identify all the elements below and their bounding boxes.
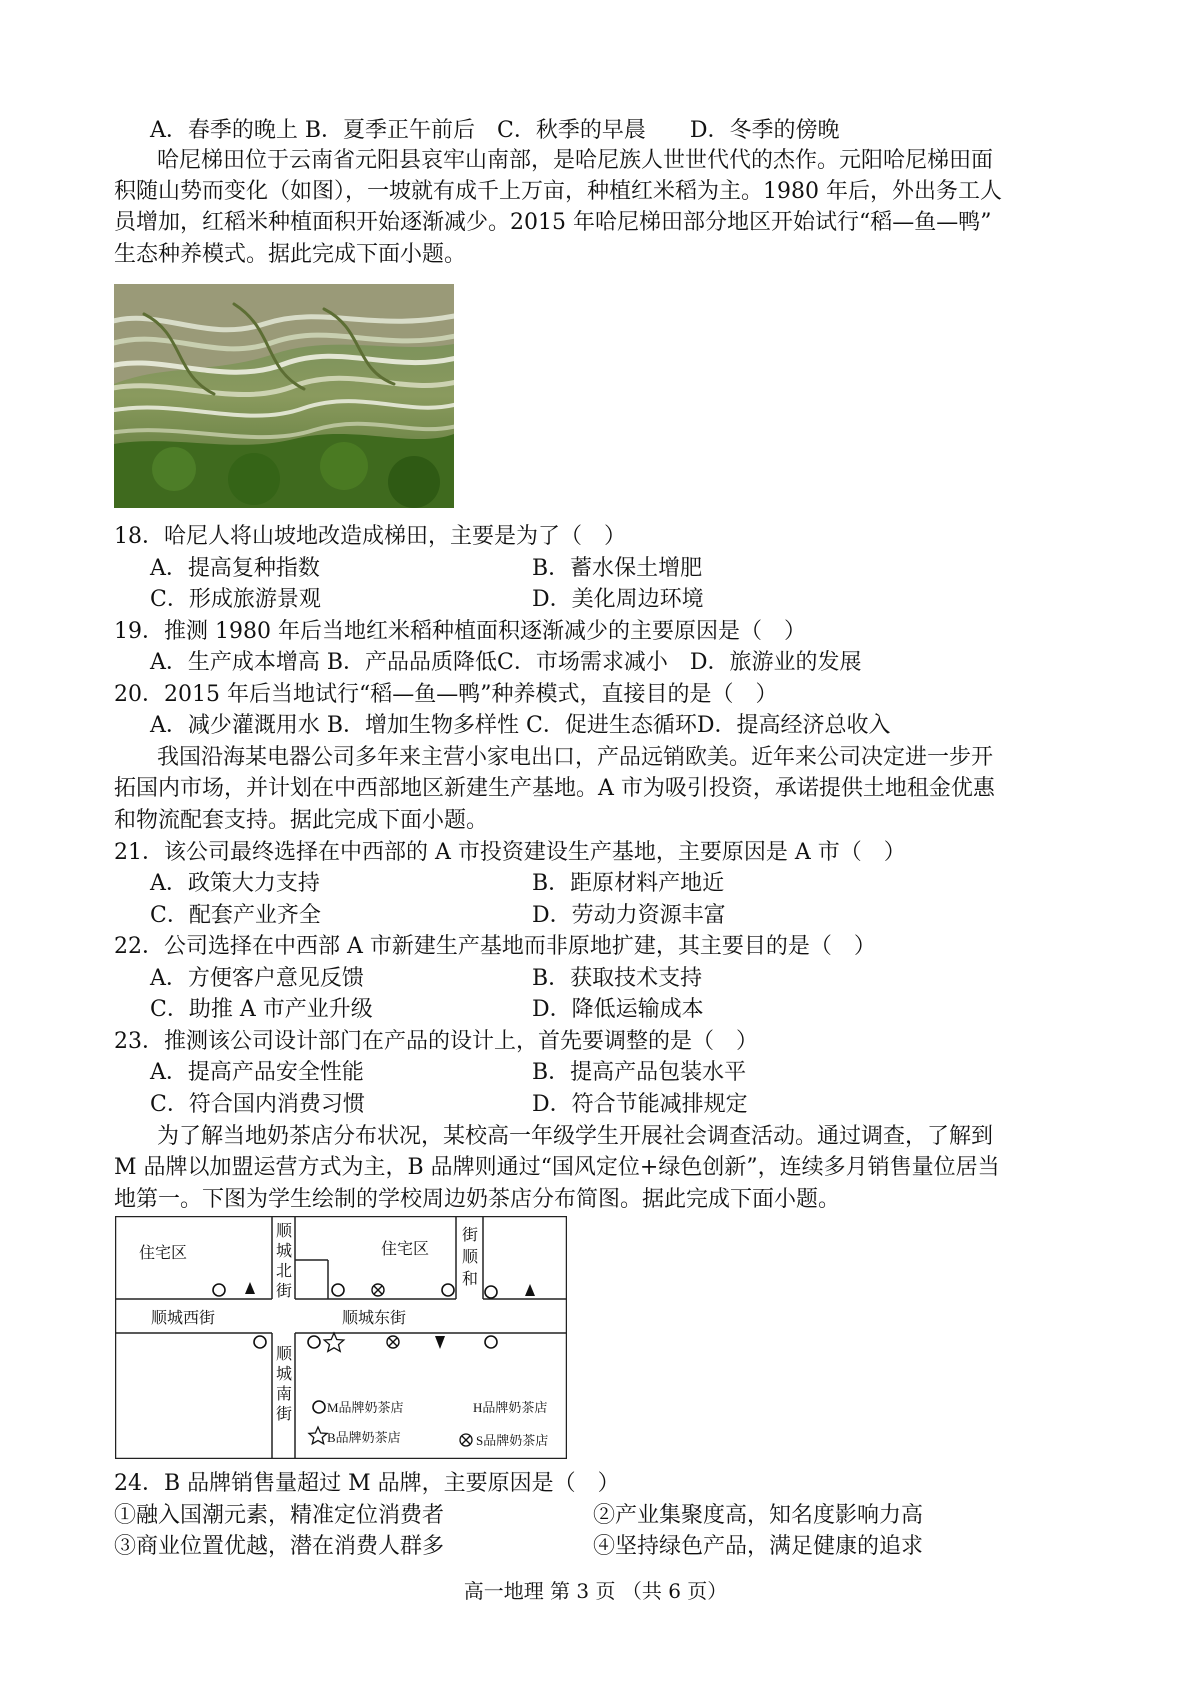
q21-option-a: A．政策大力支持 xyxy=(150,871,320,896)
q18-option-a: A．提高复种指数 xyxy=(150,556,320,581)
q21-stem: 21．该公司最终选择在中西部的 A 市投资建设生产基地，主要原因是 A 市（ ） xyxy=(114,840,906,865)
q19-options: A．生产成本增高 B．产品品质降低C．市场需求减小 D．旅游业的发展 xyxy=(150,650,862,675)
q22-option-a: A．方便客户意见反馈 xyxy=(150,966,364,991)
q23-stem: 23．推测该公司设计部门在产品的设计上，首先要调整的是（ ） xyxy=(114,1029,758,1054)
east-street-label: 顺城东街 xyxy=(342,1310,407,1327)
terrace-photo xyxy=(114,284,454,508)
q24-stem: 24．B 品牌销售量超过 M 品牌，主要原因是（ ） xyxy=(114,1471,620,1496)
q18-option-d: D．美化周边环境 xyxy=(532,587,704,612)
q23-option-a: A．提高产品安全性能 xyxy=(150,1060,364,1085)
svg-text:城: 城 xyxy=(275,1366,293,1383)
passage2-line: 和物流配套支持。据此完成下面小题。 xyxy=(114,808,489,833)
passage1-line: 哈尼梯田位于云南省元阳县哀牢山南部，是哈尼族人世世代代的杰作。元阳哈尼梯田面 xyxy=(157,148,994,173)
passage1-line: 积随山势而变化（如图），一坡就有成千上万亩，种植红米稻为主。1980 年后，外出务工人 xyxy=(114,179,1002,204)
passage3-line: 地第一。下图为学生绘制的学校周边奶茶店分布简图。据此完成下面小题。 xyxy=(114,1187,841,1212)
q24-option-3: ③商业位置优越，潜在消费人群多 xyxy=(114,1534,445,1559)
passage3-line: M 品牌以加盟运营方式为主，B 品牌则通过“国风定位+绿色创新”，连续多月销售量位居当 xyxy=(114,1155,1000,1180)
west-street-label: 顺城西街 xyxy=(151,1310,216,1327)
q20-stem: 20．2015 年后当地试行“稻—鱼—鸭”种养模式，直接目的是（ ） xyxy=(114,682,778,707)
page-footer: 高一地理 第 3 页 （共 6 页） xyxy=(463,1579,728,1603)
legend-m-label: M品牌奶茶店 xyxy=(327,1400,404,1415)
passage1-line: 生态种养模式。据此完成下面小题。 xyxy=(114,242,467,267)
svg-text:城: 城 xyxy=(275,1243,293,1260)
svg-text:顺: 顺 xyxy=(275,1346,293,1363)
q22-option-b: B．获取技术支持 xyxy=(532,966,703,991)
legend-b-label: B品牌奶茶店 xyxy=(327,1430,401,1445)
q21-option-c: C．配套产业齐全 xyxy=(150,903,321,928)
passage3-line: 为了解当地奶茶店分布状况，某校高一年级学生开展社会调查活动。通过调查，了解到 xyxy=(157,1124,994,1149)
legend-h-label: H品牌奶茶店 xyxy=(473,1400,548,1415)
passage1-line: 员增加，红稻米种植面积开始逐渐减少。2015 年哈尼梯田部分地区开始试行“稻—鱼—鸭” xyxy=(114,210,992,235)
q24-option-1: ①融入国潮元素，精准定位消费者 xyxy=(114,1503,445,1528)
q18-option-c: C．形成旅游景观 xyxy=(150,587,321,612)
q23-option-c: C．符合国内消费习惯 xyxy=(150,1092,365,1117)
q24-option-2: ②产业集聚度高，知名度影响力高 xyxy=(593,1503,924,1528)
hehe-street-label xyxy=(462,1226,479,1288)
residential-right-label: 住宅区 xyxy=(381,1241,430,1258)
q21-option-b: B．距原材料产地近 xyxy=(532,871,725,896)
svg-text:顺: 顺 xyxy=(275,1223,293,1240)
svg-text:顺: 顺 xyxy=(461,1249,479,1266)
svg-text:和: 和 xyxy=(461,1271,479,1288)
svg-text:北: 北 xyxy=(275,1263,293,1280)
q24-option-4: ④坚持绿色产品，满足健康的追求 xyxy=(593,1534,924,1559)
q21-option-d: D．劳动力资源丰富 xyxy=(532,903,726,928)
q23-option-d: D．符合节能减排规定 xyxy=(532,1092,748,1117)
q17-options: A．春季的晚上 B．夏季正午前后 C．秋季的早晨 D．冬季的傍晚 xyxy=(150,118,840,143)
q18-option-b: B．蓄水保土增肥 xyxy=(532,556,703,581)
svg-text:街: 街 xyxy=(461,1227,479,1244)
q22-option-c: C．助推 A 市产业升级 xyxy=(150,997,373,1022)
q23-option-b: B．提高产品包装水平 xyxy=(532,1060,747,1085)
residential-left-label: 住宅区 xyxy=(139,1245,188,1262)
passage2-line: 我国沿海某电器公司多年来主营小家电出口，产品远销欧美。近年来公司决定进一步开 xyxy=(157,745,994,770)
svg-text:街: 街 xyxy=(275,1283,293,1300)
q18-stem: 18．哈尼人将山坡地改造成梯田，主要是为了（ ） xyxy=(114,524,626,549)
q22-stem: 22．公司选择在中西部 A 市新建生产基地而非原地扩建，其主要目的是（ ） xyxy=(114,934,876,959)
q19-stem: 19．推测 1980 年后当地红米稻种植面积逐渐减少的主要原因是（ ） xyxy=(114,619,806,644)
legend-s-label: S品牌奶茶店 xyxy=(476,1433,549,1448)
q20-options: A．减少灌溉用水 B．增加生物多样性 C．促进生态循环D．提高经济总收入 xyxy=(150,713,891,738)
svg-text:南: 南 xyxy=(275,1386,293,1403)
q22-option-d: D．降低运输成本 xyxy=(532,997,704,1022)
milk-tea-shop-map xyxy=(115,1216,567,1459)
passage2-line: 拓国内市场，并计划在中西部地区新建生产基地。A 市为吸引投资，承诺提供土地租金优惠 xyxy=(114,776,995,801)
svg-text:街: 街 xyxy=(275,1406,293,1423)
